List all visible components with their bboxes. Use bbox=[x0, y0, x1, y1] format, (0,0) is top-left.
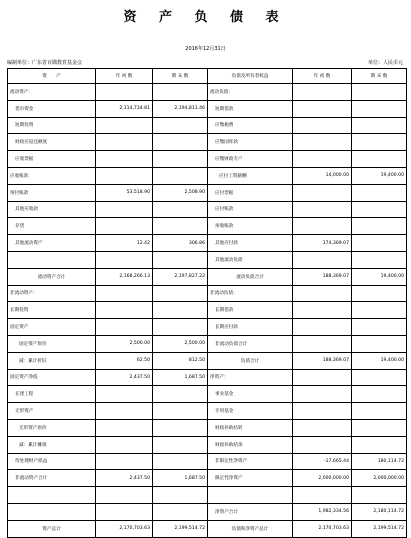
asset-end-value bbox=[153, 302, 208, 319]
asset-begin-value: 53,518.90 bbox=[96, 184, 153, 201]
asset-label: 非流动资产： bbox=[8, 285, 96, 302]
table-row bbox=[8, 134, 407, 151]
table-row bbox=[8, 335, 407, 352]
asset-end-value bbox=[153, 403, 208, 420]
currency-unit: 单位：人民币元 bbox=[367, 60, 403, 66]
liability-label: 应付账款 bbox=[208, 201, 293, 218]
liability-end-value bbox=[352, 436, 407, 453]
liability-label: 非流动负债： bbox=[208, 285, 293, 302]
asset-label: 减：累计摊销 bbox=[8, 436, 96, 453]
table-row bbox=[8, 100, 407, 117]
liability-end-value bbox=[352, 285, 407, 302]
liability-end-value: 2,199,514.72 bbox=[352, 520, 407, 537]
liability-begin-value bbox=[293, 151, 352, 168]
liability-begin-value bbox=[293, 369, 352, 386]
liability-end-value bbox=[352, 251, 407, 268]
liability-begin-value: 14,000.00 bbox=[293, 167, 352, 184]
asset-begin-value bbox=[96, 419, 153, 436]
asset-begin-value: 2,500.00 bbox=[96, 335, 153, 352]
liability-begin-value: 1,982,334.56 bbox=[293, 503, 352, 520]
asset-begin-value bbox=[96, 319, 153, 336]
liability-end-value: 2,180,114.72 bbox=[352, 503, 407, 520]
liability-begin-value bbox=[293, 251, 352, 268]
reporting-entity: 编制单位：广东省百隅教育基金会 bbox=[7, 60, 83, 66]
liability-begin-value bbox=[293, 285, 352, 302]
liability-label: 财政补助结余 bbox=[208, 436, 293, 453]
liability-end-value bbox=[352, 134, 407, 151]
asset-label: 流动资产： bbox=[8, 84, 96, 101]
liability-begin-value bbox=[293, 436, 352, 453]
asset-label: 固定资产 bbox=[8, 319, 96, 336]
liability-begin-value bbox=[293, 84, 352, 101]
asset-end-value: 2,194,811.46 bbox=[153, 100, 208, 117]
asset-label: 预付账款 bbox=[8, 184, 96, 201]
table-header-row bbox=[8, 69, 407, 84]
liability-end-value: 19,400.00 bbox=[352, 352, 407, 369]
table-row bbox=[8, 251, 407, 268]
asset-end-value bbox=[153, 84, 208, 101]
asset-label: 无形资产原价 bbox=[8, 419, 96, 436]
table-row bbox=[8, 453, 407, 470]
asset-label: 流动资产合计 bbox=[8, 268, 96, 285]
asset-begin-value: 2,168,266.13 bbox=[96, 268, 153, 285]
table-row bbox=[8, 218, 407, 235]
asset-begin-value bbox=[96, 302, 153, 319]
liability-end-value: 19,400.00 bbox=[352, 268, 407, 285]
liability-begin-value bbox=[293, 218, 352, 235]
asset-end-value bbox=[153, 151, 208, 168]
header-asset-begin: 年 初 数 bbox=[96, 69, 153, 84]
asset-end-value bbox=[153, 487, 208, 504]
liability-begin-value bbox=[293, 403, 352, 420]
asset-label: 应收账款 bbox=[8, 167, 96, 184]
liability-label: 非流动负债合计 bbox=[208, 335, 293, 352]
asset-label: 财政应返还额度 bbox=[8, 134, 96, 151]
liability-end-value bbox=[352, 117, 407, 134]
liability-end-value bbox=[352, 235, 407, 252]
asset-begin-value: 2,437.50 bbox=[96, 470, 153, 487]
asset-end-value bbox=[153, 503, 208, 520]
asset-label: 长期投资 bbox=[8, 302, 96, 319]
asset-begin-value bbox=[96, 134, 153, 151]
table-row bbox=[8, 167, 407, 184]
table-row bbox=[8, 201, 407, 218]
asset-begin-value: 2,170,703.63 bbox=[96, 520, 153, 537]
liability-label: 短期借款 bbox=[208, 100, 293, 117]
asset-label: 无形资产 bbox=[8, 403, 96, 420]
asset-label bbox=[8, 503, 96, 520]
asset-begin-value bbox=[96, 151, 153, 168]
liability-label: 应缴国库款 bbox=[208, 134, 293, 151]
asset-end-value bbox=[153, 201, 208, 218]
balance-sheet-table bbox=[7, 68, 407, 538]
liability-end-value bbox=[352, 84, 407, 101]
liability-label: 其他应付款 bbox=[208, 235, 293, 252]
asset-begin-value bbox=[96, 84, 153, 101]
liability-begin-value bbox=[293, 184, 352, 201]
asset-label bbox=[8, 487, 96, 504]
report-date: 2016年12月31日 bbox=[185, 46, 226, 52]
asset-begin-value bbox=[96, 453, 153, 470]
asset-end-value bbox=[153, 117, 208, 134]
liability-begin-value bbox=[293, 100, 352, 117]
liability-begin-value bbox=[293, 487, 352, 504]
liability-end-value bbox=[352, 218, 407, 235]
asset-begin-value: 2,437.50 bbox=[96, 369, 153, 386]
asset-label: 应收票据 bbox=[8, 151, 96, 168]
liability-end-value bbox=[352, 201, 407, 218]
asset-begin-value bbox=[96, 285, 153, 302]
asset-begin-value bbox=[96, 436, 153, 453]
asset-end-value bbox=[153, 167, 208, 184]
table-row bbox=[8, 184, 407, 201]
asset-label: 固定资产净值 bbox=[8, 369, 96, 386]
liability-label: 负债和净资产总计 bbox=[208, 520, 293, 537]
asset-label: 资产总计 bbox=[8, 520, 96, 537]
table-body bbox=[8, 84, 407, 538]
asset-end-value bbox=[153, 134, 208, 151]
table-row bbox=[8, 436, 407, 453]
liability-begin-value: 188,369.07 bbox=[293, 268, 352, 285]
asset-begin-value: 12.42 bbox=[96, 235, 153, 252]
asset-end-value: 1,687.50 bbox=[153, 369, 208, 386]
liability-end-value bbox=[352, 184, 407, 201]
liability-end-value bbox=[352, 403, 407, 420]
asset-label: 待处理财产损益 bbox=[8, 453, 96, 470]
asset-begin-value bbox=[96, 386, 153, 403]
liability-begin-value bbox=[293, 117, 352, 134]
asset-label: 非流动资产合计 bbox=[8, 470, 96, 487]
asset-label bbox=[8, 251, 96, 268]
asset-label: 减：累计折旧 bbox=[8, 352, 96, 369]
table-row bbox=[8, 386, 407, 403]
table-row bbox=[8, 84, 407, 101]
liability-end-value: 2,000,000.00 bbox=[352, 470, 407, 487]
liability-label: 净资产： bbox=[208, 369, 293, 386]
liability-begin-value: 2,170,703.63 bbox=[293, 520, 352, 537]
asset-end-value bbox=[153, 285, 208, 302]
table-row bbox=[8, 151, 407, 168]
asset-end-value bbox=[153, 251, 208, 268]
liability-label: 非限定性净资产 bbox=[208, 453, 293, 470]
asset-begin-value bbox=[96, 201, 153, 218]
liability-end-value bbox=[352, 151, 407, 168]
liability-begin-value: -17,665.44 bbox=[293, 453, 352, 470]
asset-begin-value bbox=[96, 251, 153, 268]
liability-label: 负债合计 bbox=[208, 352, 293, 369]
asset-end-value: 306.86 bbox=[153, 235, 208, 252]
liability-end-value bbox=[352, 369, 407, 386]
liability-label: 应缴财政专户 bbox=[208, 151, 293, 168]
asset-label: 固定资产原价 bbox=[8, 335, 96, 352]
liability-begin-value bbox=[293, 419, 352, 436]
liability-label: 应缴税费 bbox=[208, 117, 293, 134]
table-row bbox=[8, 419, 407, 436]
liability-end-value bbox=[352, 335, 407, 352]
asset-begin-value bbox=[96, 403, 153, 420]
liability-end-value: 180,114.72 bbox=[352, 453, 407, 470]
asset-label: 在建工程 bbox=[8, 386, 96, 403]
liability-begin-value bbox=[293, 319, 352, 336]
asset-begin-value: 2,114,734.81 bbox=[96, 100, 153, 117]
asset-end-value bbox=[153, 319, 208, 336]
liability-label: 应付票据 bbox=[208, 184, 293, 201]
header-asset: 资 产 bbox=[8, 69, 96, 84]
liability-label: 限定性净资产 bbox=[208, 470, 293, 487]
liability-label: 流动负债： bbox=[208, 84, 293, 101]
liability-end-value bbox=[352, 319, 407, 336]
asset-end-value: 812.50 bbox=[153, 352, 208, 369]
liability-label: 预收账款 bbox=[208, 218, 293, 235]
liability-end-value bbox=[352, 487, 407, 504]
table-row bbox=[8, 487, 407, 504]
liability-label: 长期应付款 bbox=[208, 319, 293, 336]
asset-end-value bbox=[153, 386, 208, 403]
asset-end-value: 2,197,827.22 bbox=[153, 268, 208, 285]
liability-label bbox=[208, 487, 293, 504]
liability-begin-value: 174,369.07 bbox=[293, 235, 352, 252]
asset-begin-value bbox=[96, 503, 153, 520]
liability-end-value bbox=[352, 419, 407, 436]
liability-begin-value bbox=[293, 302, 352, 319]
table-row bbox=[8, 268, 407, 285]
table-row bbox=[8, 285, 407, 302]
liability-begin-value bbox=[293, 134, 352, 151]
asset-begin-value bbox=[96, 117, 153, 134]
table-row bbox=[8, 319, 407, 336]
document-title: 资 产 负 债 表 bbox=[123, 10, 288, 25]
asset-end-value bbox=[153, 218, 208, 235]
liability-begin-value: 188,369.07 bbox=[293, 352, 352, 369]
liability-label: 专用基金 bbox=[208, 403, 293, 420]
table-row bbox=[8, 352, 407, 369]
table-row bbox=[8, 302, 407, 319]
liability-begin-value: 2,000,000.00 bbox=[293, 470, 352, 487]
asset-end-value bbox=[153, 453, 208, 470]
liability-label: 长期借款 bbox=[208, 302, 293, 319]
asset-begin-value bbox=[96, 487, 153, 504]
table-row bbox=[8, 369, 407, 386]
liability-label: 应付工资薪酬 bbox=[208, 167, 293, 184]
header-liability-begin: 年 初 数 bbox=[293, 69, 352, 84]
asset-label: 其他流动资产 bbox=[8, 235, 96, 252]
asset-end-value: 2,508.90 bbox=[153, 184, 208, 201]
liability-label: 其他流动负债 bbox=[208, 251, 293, 268]
liability-begin-value bbox=[293, 335, 352, 352]
liability-label: 事业基金 bbox=[208, 386, 293, 403]
table-row bbox=[8, 235, 407, 252]
liability-label: 净资产合计 bbox=[208, 503, 293, 520]
table-row bbox=[8, 117, 407, 134]
asset-label: 存货 bbox=[8, 218, 96, 235]
asset-label: 短期投资 bbox=[8, 117, 96, 134]
asset-end-value bbox=[153, 419, 208, 436]
asset-end-value bbox=[153, 436, 208, 453]
liability-label: 财政补助结转 bbox=[208, 419, 293, 436]
asset-label: 其他应收款 bbox=[8, 201, 96, 218]
header-liability: 负债及所有者权益 bbox=[208, 69, 293, 84]
table-row bbox=[8, 520, 407, 537]
header-liability-end: 期 末 数 bbox=[352, 69, 407, 84]
asset-begin-value bbox=[96, 218, 153, 235]
liability-begin-value bbox=[293, 201, 352, 218]
table-row bbox=[8, 470, 407, 487]
table-row bbox=[8, 503, 407, 520]
table-row bbox=[8, 403, 407, 420]
liability-end-value: 19,400.00 bbox=[352, 167, 407, 184]
asset-label: 货币资金 bbox=[8, 100, 96, 117]
liability-end-value bbox=[352, 386, 407, 403]
asset-begin-value: 62.50 bbox=[96, 352, 153, 369]
asset-end-value: 2,500.00 bbox=[153, 335, 208, 352]
liability-begin-value bbox=[293, 386, 352, 403]
liability-end-value bbox=[352, 302, 407, 319]
asset-end-value: 1,687.50 bbox=[153, 470, 208, 487]
asset-end-value: 2,199,514.72 bbox=[153, 520, 208, 537]
liability-label: 流动负债合计 bbox=[208, 268, 293, 285]
header-asset-end: 期 末 数 bbox=[153, 69, 208, 84]
asset-begin-value bbox=[96, 167, 153, 184]
liability-end-value bbox=[352, 100, 407, 117]
